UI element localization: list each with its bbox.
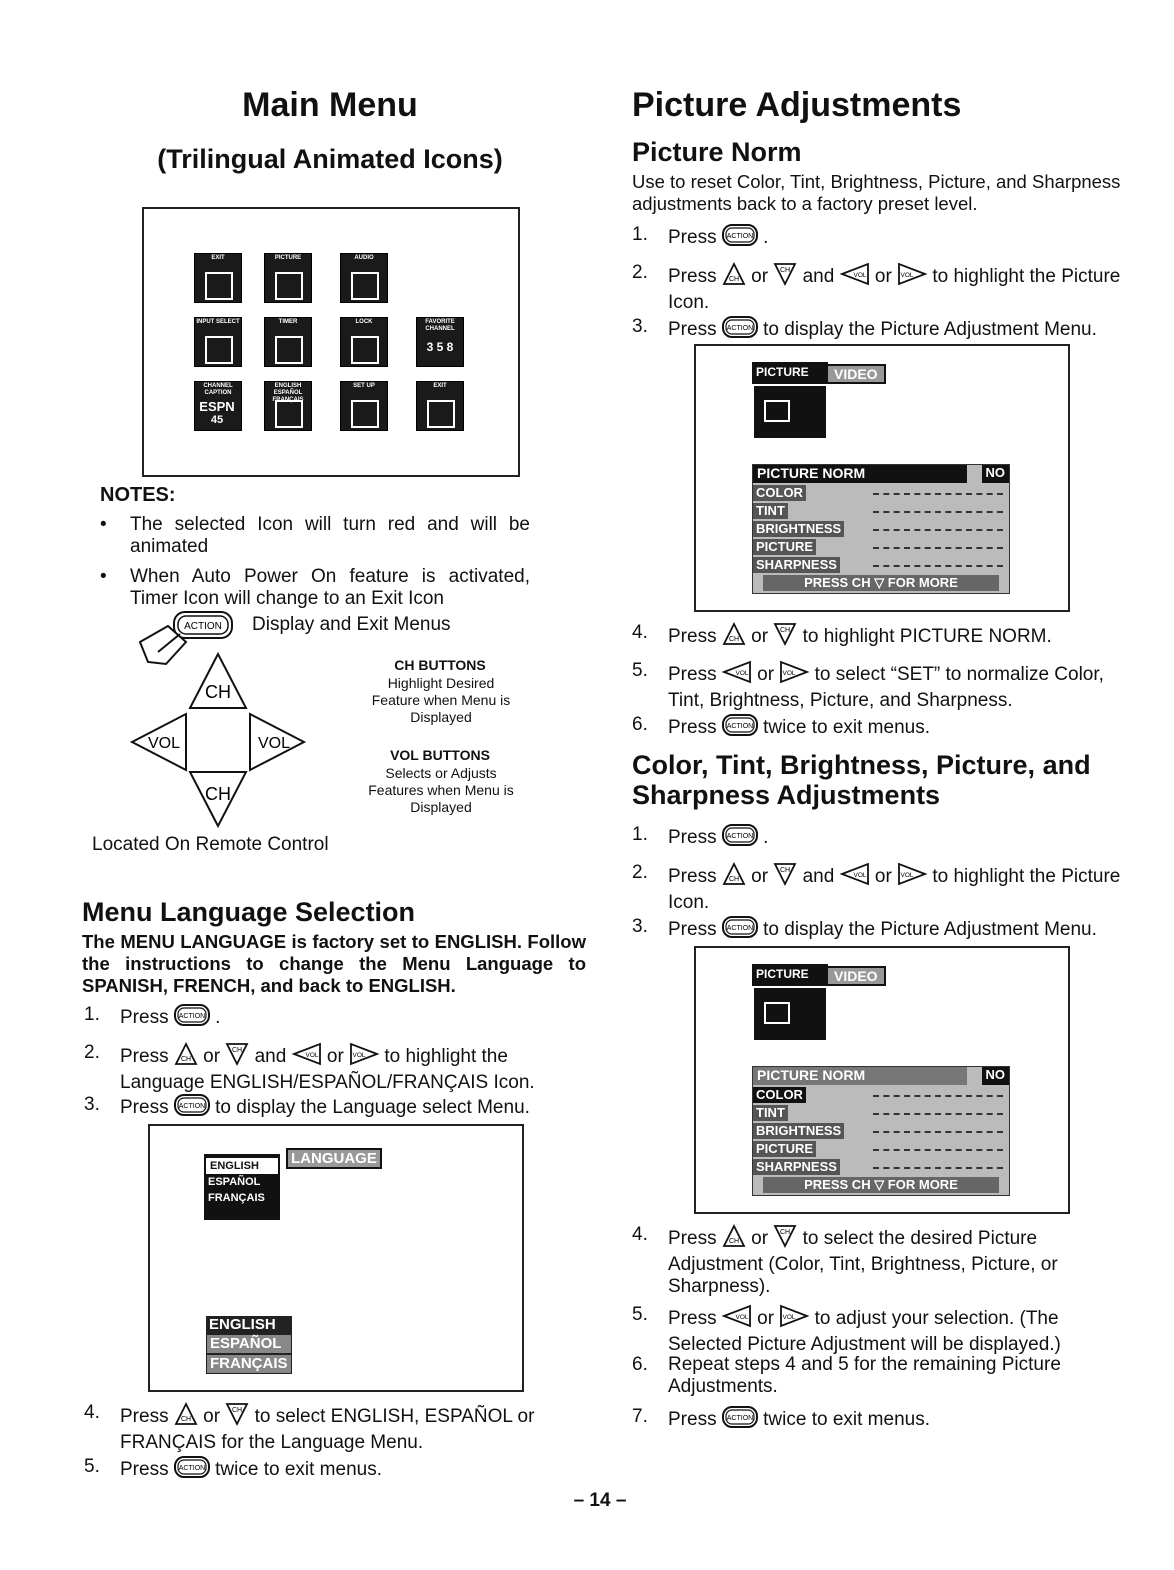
picture-menu-screen-2 — [694, 946, 1070, 1214]
picture-norm-intro: Use to reset Color, Tint, Brightness, Picture, and Sharpness adjustments back to a factory preset level. — [632, 171, 1121, 214]
menu-icon-label: AUDIO — [354, 255, 374, 261]
picture-icon — [752, 384, 828, 440]
menu-icon — [340, 381, 388, 431]
step-desc: to select the desired Picture Adjustment (Color, Tint, Brightness, Picture, or Sharpness). — [668, 1228, 1058, 1297]
remote-control-diagram — [128, 604, 378, 834]
svg-text:CH: CH — [205, 784, 231, 804]
picture-icon-graphic — [764, 400, 790, 422]
language-item-large: FRANÇAIS — [206, 1354, 292, 1374]
ch-up-icon — [174, 1402, 198, 1432]
step-desc: to adjust your selection. (The Selected Picture Adjustment will be displayed.) — [668, 1308, 1061, 1355]
picture-icon-graphic — [764, 1002, 790, 1024]
svg-text:VOL: VOL — [735, 670, 749, 677]
step-and: and — [802, 866, 835, 888]
language-bottom-items — [206, 1316, 292, 1374]
svg-text:ACTION: ACTION — [726, 925, 754, 932]
vol-left-button-icon — [132, 714, 186, 770]
svg-text:VOL: VOL — [305, 1052, 319, 1059]
step-text — [668, 862, 1132, 914]
step-press: Press — [668, 717, 717, 739]
step-text — [668, 262, 1132, 314]
step-number: 2. — [632, 862, 648, 883]
ch-buttons-title: CH BUTTONS — [394, 657, 486, 673]
picture-menu-screen-1 — [694, 344, 1070, 612]
vol-right-icon — [779, 660, 809, 690]
action-button-icon — [722, 1406, 758, 1434]
picture-tab: PICTURE — [752, 362, 828, 384]
vol-right-icon — [897, 862, 927, 892]
adjust-row-label: PICTURE — [753, 539, 816, 555]
vol-right-icon — [779, 1304, 809, 1334]
step-desc: to select ENGLISH, ESPAÑOL or FRANÇAIS for the Language Menu. — [120, 1406, 535, 1453]
step-press: Press — [668, 1228, 717, 1250]
menu-icon-label: PICTURE — [274, 255, 302, 261]
menu-icon-label: ENGLISH ESPAÑOL FRANÇAIS — [272, 383, 304, 403]
step-press: Press — [668, 1409, 717, 1431]
step-text — [668, 824, 1132, 852]
language-item-large: ESPAÑOL — [206, 1334, 292, 1354]
svg-text:CH: CH — [780, 1229, 791, 1236]
adjust-slider — [873, 1095, 1003, 1097]
vol-right-icon — [349, 1042, 379, 1072]
language-item: ENGLISH — [206, 1158, 278, 1174]
vol-left-icon — [840, 262, 870, 292]
svg-text:CH: CH — [180, 1416, 191, 1423]
picture-norm-value: NO — [982, 1067, 1010, 1085]
adjust-row-label: SHARPNESS — [753, 1159, 840, 1175]
adjust-row-label: SHARPNESS — [753, 557, 840, 573]
adjust-slider — [873, 1149, 1003, 1151]
menu-icon-label: FAVORITE CHANNEL — [425, 319, 455, 332]
step-text — [120, 1094, 594, 1122]
page-number: – 14 – — [573, 1490, 627, 1511]
action-button-icon — [722, 224, 758, 252]
step-text — [668, 660, 1132, 712]
adjust-menu — [752, 1066, 1010, 1196]
language-item-large: ENGLISH — [206, 1316, 292, 1334]
adjust-row-label: PICTURE — [753, 1141, 816, 1157]
svg-text:CH: CH — [780, 867, 791, 874]
picture-norm-value: NO — [982, 465, 1010, 483]
picture-norm-heading: Picture Norm — [632, 137, 802, 167]
action-button-icon — [722, 916, 758, 944]
ch-buttons-desc: Highlight Desired Feature when Menu is Displayed — [371, 675, 511, 725]
language-list-top — [204, 1154, 280, 1220]
menu-icon-graphic — [427, 400, 455, 428]
vol-right-button-icon — [250, 714, 304, 770]
step-number: 3. — [632, 916, 648, 937]
menu-icon-graphic — [351, 336, 379, 364]
adjust-slider — [873, 547, 1003, 549]
step-desc: to highlight the Language ENGLISH/ESPAÑOL/FRANÇAIS Icon. — [120, 1046, 535, 1093]
ch-down-icon — [773, 622, 797, 652]
step-number: 5. — [84, 1456, 100, 1477]
svg-text:VOL: VOL — [853, 272, 867, 279]
step-number: 6. — [632, 714, 648, 735]
ch-down-icon — [225, 1042, 249, 1072]
step-desc: to display the Picture Adjustment Menu. — [763, 319, 1097, 341]
menu-icon — [264, 317, 312, 367]
picture-screen-content — [696, 948, 1068, 1212]
step-desc: . — [215, 1007, 221, 1029]
adjust-row-label: COLOR — [753, 1087, 806, 1103]
svg-text:CH: CH — [232, 1407, 243, 1414]
step-text — [668, 622, 1132, 652]
step-and: and — [802, 266, 835, 288]
vol-left-icon — [722, 1304, 752, 1334]
step-text — [668, 1354, 1132, 1398]
step-number: 1. — [632, 224, 648, 245]
ch-down-icon — [773, 862, 797, 892]
step-press: Press — [120, 1007, 169, 1029]
step-desc: to display the Picture Adjustment Menu. — [763, 919, 1097, 941]
step-press: Press — [668, 626, 717, 648]
press-for-more: PRESS CH ▽ FOR MORE — [763, 575, 999, 591]
remote-caption: Located On Remote Control — [92, 834, 329, 855]
menu-icon-label: SET UP — [353, 383, 375, 389]
step-number: 1. — [84, 1004, 100, 1025]
adjust-slider — [873, 1167, 1003, 1169]
step-desc: . — [763, 827, 769, 849]
menu-icon-label: LOCK — [355, 319, 373, 325]
picture-tab: PICTURE — [752, 964, 828, 986]
language-section-heading: Menu Language Selection — [82, 897, 416, 927]
step-text — [120, 1456, 594, 1484]
svg-text:ACTION: ACTION — [726, 723, 754, 730]
main-menu-title: Main Menu — [242, 86, 418, 124]
main-menu-subtitle: (Trilingual Animated Icons) — [157, 144, 503, 174]
adjust-slider — [873, 1113, 1003, 1115]
vol-left-icon — [722, 660, 752, 690]
vol-left-icon — [292, 1042, 322, 1072]
step-number: 3. — [84, 1094, 100, 1115]
video-tab: VIDEO — [826, 364, 886, 384]
step-press: Press — [668, 1308, 717, 1330]
step-desc: twice to exit menus. — [763, 717, 930, 739]
step-or: or — [757, 1308, 775, 1330]
svg-text:VOL: VOL — [853, 872, 867, 879]
menu-icon — [416, 381, 464, 431]
svg-text:VOL: VOL — [782, 670, 796, 677]
svg-text:ACTION: ACTION — [178, 1103, 206, 1110]
step-number: 5. — [632, 660, 648, 681]
ch-up-icon — [722, 1224, 746, 1254]
vol-right-icon — [897, 262, 927, 292]
adjust-slider — [873, 1131, 1003, 1133]
adjust-slider — [873, 529, 1003, 531]
note-1: The selected Icon will turn red and will be animated — [130, 514, 530, 557]
adjust-row-label: BRIGHTNESS — [753, 521, 844, 537]
action-button-icon — [722, 714, 758, 742]
menu-icon-graphic — [275, 400, 303, 428]
ch-down-icon — [773, 262, 797, 292]
step-or: or — [203, 1046, 221, 1068]
adjust-row-label: COLOR — [753, 485, 806, 501]
menu-icon-label: EXIT — [433, 383, 447, 389]
menu-icon — [194, 381, 242, 431]
step-press: Press — [668, 664, 717, 686]
menu-icon-graphic — [351, 400, 379, 428]
step-press: Press — [120, 1406, 169, 1428]
vol-buttons-desc: Selects or Adjusts Features when Menu is Displayed — [368, 765, 514, 815]
step-desc: to select “SET” to normalize Color, Tint, Brightness, Picture, and Sharpness. — [668, 664, 1104, 711]
svg-text:ACTION: ACTION — [178, 1013, 206, 1020]
step-number: 4. — [84, 1402, 100, 1423]
step-text — [668, 1224, 1132, 1298]
ch-up-icon — [174, 1042, 198, 1072]
step-desc: to highlight the Picture Icon. — [668, 266, 1121, 313]
svg-text:VOL: VOL — [900, 872, 914, 879]
step-press: Press — [668, 827, 717, 849]
svg-text:VOL: VOL — [257, 735, 291, 752]
menu-icon — [416, 317, 464, 367]
adjust-row-label: TINT — [753, 1105, 788, 1121]
svg-text:CH: CH — [728, 876, 739, 883]
menu-icon-label: EXIT — [211, 255, 225, 261]
svg-text:CH: CH — [232, 1047, 243, 1054]
action-description: Display and Exit Menus — [252, 614, 451, 635]
svg-text:ACTION: ACTION — [726, 833, 754, 840]
menu-icon — [194, 317, 242, 367]
menu-icon-label: TIMER — [278, 319, 298, 325]
picture-adjustments-title: Picture Adjustments — [632, 86, 962, 124]
step-or: or — [203, 1406, 221, 1428]
step-number: 4. — [632, 1224, 648, 1245]
menu-icon-graphic — [275, 272, 303, 300]
menu-icon-label: CHANNEL CAPTION — [203, 383, 233, 396]
ch-up-button-icon — [190, 654, 246, 708]
svg-text:CH: CH — [780, 267, 791, 274]
step-or: or — [874, 266, 892, 288]
menu-icon-graphic — [205, 336, 233, 364]
step-or: or — [326, 1046, 344, 1068]
step-number: 4. — [632, 622, 648, 643]
svg-text:ACTION: ACTION — [726, 325, 754, 332]
menu-icon — [340, 317, 388, 367]
adjust-slider — [873, 511, 1003, 513]
adjust-slider — [873, 565, 1003, 567]
action-button-icon — [174, 612, 232, 638]
step-number: 2. — [84, 1042, 100, 1063]
menu-icon-graphic — [275, 336, 303, 364]
step-text — [120, 1402, 594, 1454]
language-menu-screen — [148, 1124, 524, 1392]
bullet-dot: • — [100, 514, 107, 535]
svg-text:CH: CH — [728, 1238, 739, 1245]
step-desc: to display the Language select Menu. — [215, 1097, 530, 1119]
language-intro: The MENU LANGUAGE is factory set to ENGLISH. Follow the instructions to change the Menu Language to SPANISH, FRENCH, and back to ENGLISH. — [82, 931, 586, 996]
step-text — [120, 1042, 594, 1094]
step-or: or — [874, 866, 892, 888]
action-button-icon — [174, 1004, 210, 1032]
espn-number: 45 — [210, 414, 224, 426]
menu-icon — [194, 253, 242, 303]
step-text — [668, 224, 1132, 252]
step-text — [668, 316, 1132, 344]
espn-label: ESPN — [199, 399, 235, 414]
press-for-more: PRESS CH ▽ FOR MORE — [763, 1177, 999, 1193]
svg-text:VOL: VOL — [782, 1314, 796, 1321]
step-text — [668, 916, 1132, 944]
step-press: Press — [668, 266, 717, 288]
menu-icon — [264, 381, 312, 431]
step-press: Press — [120, 1459, 169, 1481]
step-and: and — [254, 1046, 287, 1068]
step-or: or — [751, 266, 769, 288]
svg-text:CH: CH — [180, 1056, 191, 1063]
bullet-dot: • — [100, 566, 107, 587]
ch-down-button-icon — [190, 772, 246, 826]
step-desc: Repeat steps 4 and 5 for the remaining Picture Adjustments. — [668, 1354, 1061, 1397]
step-press: Press — [668, 319, 717, 341]
menu-icon-label: INPUT SELECT — [196, 319, 240, 325]
svg-text:VOL: VOL — [352, 1052, 366, 1059]
svg-text:ACTION: ACTION — [178, 1465, 206, 1472]
picture-norm-row: PICTURE NORM — [753, 1067, 967, 1085]
ch-up-icon — [722, 862, 746, 892]
step-number: 5. — [632, 1304, 648, 1325]
step-number: 3. — [632, 316, 648, 337]
step-press: Press — [120, 1046, 169, 1068]
ch-down-icon — [773, 1224, 797, 1254]
ch-up-icon — [722, 262, 746, 292]
adjust-row-label: TINT — [753, 503, 788, 519]
svg-text:ACTION: ACTION — [726, 1415, 754, 1422]
step-press: Press — [668, 227, 717, 249]
svg-text:CH: CH — [780, 627, 791, 634]
svg-text:CH: CH — [728, 276, 739, 283]
svg-text:VOL: VOL — [735, 1314, 749, 1321]
step-text — [668, 1304, 1132, 1356]
step-text — [120, 1004, 594, 1032]
step-desc: to highlight the Picture Icon. — [668, 866, 1121, 913]
action-button-icon — [174, 1456, 210, 1484]
svg-text:CH: CH — [205, 682, 231, 702]
svg-text:VOL: VOL — [900, 272, 914, 279]
action-label: ACTION — [184, 621, 222, 632]
step-or: or — [757, 664, 775, 686]
svg-text:VOL: VOL — [147, 735, 181, 752]
main-menu-screen — [142, 207, 520, 477]
step-desc: . — [763, 227, 769, 249]
step-number: 1. — [632, 824, 648, 845]
step-or: or — [751, 626, 769, 648]
picture-screen-content — [696, 346, 1068, 610]
step-number: 6. — [632, 1354, 648, 1375]
adjustments-heading: Color, Tint, Brightness, Picture, and Sharpness Adjustments — [632, 750, 1091, 810]
ch-up-icon — [722, 622, 746, 652]
favorite-numbers: 3 5 8 — [426, 340, 454, 354]
adjust-row-label: BRIGHTNESS — [753, 1123, 844, 1139]
menu-icon — [340, 253, 388, 303]
step-text — [668, 714, 1132, 742]
action-button-icon — [174, 1094, 210, 1122]
step-desc: twice to exit menus. — [763, 1409, 930, 1431]
note-2: When Auto Power On feature is activated, Timer Icon will change to an Exit Icon — [130, 566, 530, 609]
action-button-icon — [722, 824, 758, 852]
step-or: or — [751, 866, 769, 888]
adjust-menu — [752, 464, 1010, 594]
step-desc: twice to exit menus. — [215, 1459, 382, 1481]
step-press: Press — [668, 919, 717, 941]
picture-icon — [752, 986, 828, 1042]
adjust-slider — [873, 493, 1003, 495]
step-number: 2. — [632, 262, 648, 283]
step-desc: to highlight PICTURE NORM. — [802, 626, 1052, 648]
step-press: Press — [668, 866, 717, 888]
menu-icon-graphic — [351, 272, 379, 300]
notes-heading: NOTES: — [100, 484, 176, 506]
language-screen-title: LANGUAGE — [286, 1148, 382, 1169]
step-press: Press — [120, 1097, 169, 1119]
language-item: FRANÇAIS — [208, 1192, 265, 1204]
picture-norm-row: PICTURE NORM — [753, 465, 967, 483]
svg-text:CH: CH — [728, 636, 739, 643]
step-or: or — [751, 1228, 769, 1250]
svg-text:ACTION: ACTION — [726, 233, 754, 240]
step-number: 7. — [632, 1406, 648, 1427]
vol-buttons-title: VOL BUTTONS — [390, 747, 490, 763]
step-text — [668, 1406, 1132, 1434]
action-button-icon — [722, 316, 758, 344]
video-tab: VIDEO — [826, 966, 886, 986]
language-item: ESPAÑOL — [208, 1176, 261, 1188]
menu-icon-graphic — [205, 272, 233, 300]
vol-left-icon — [840, 862, 870, 892]
ch-down-icon — [225, 1402, 249, 1432]
menu-icon — [264, 253, 312, 303]
